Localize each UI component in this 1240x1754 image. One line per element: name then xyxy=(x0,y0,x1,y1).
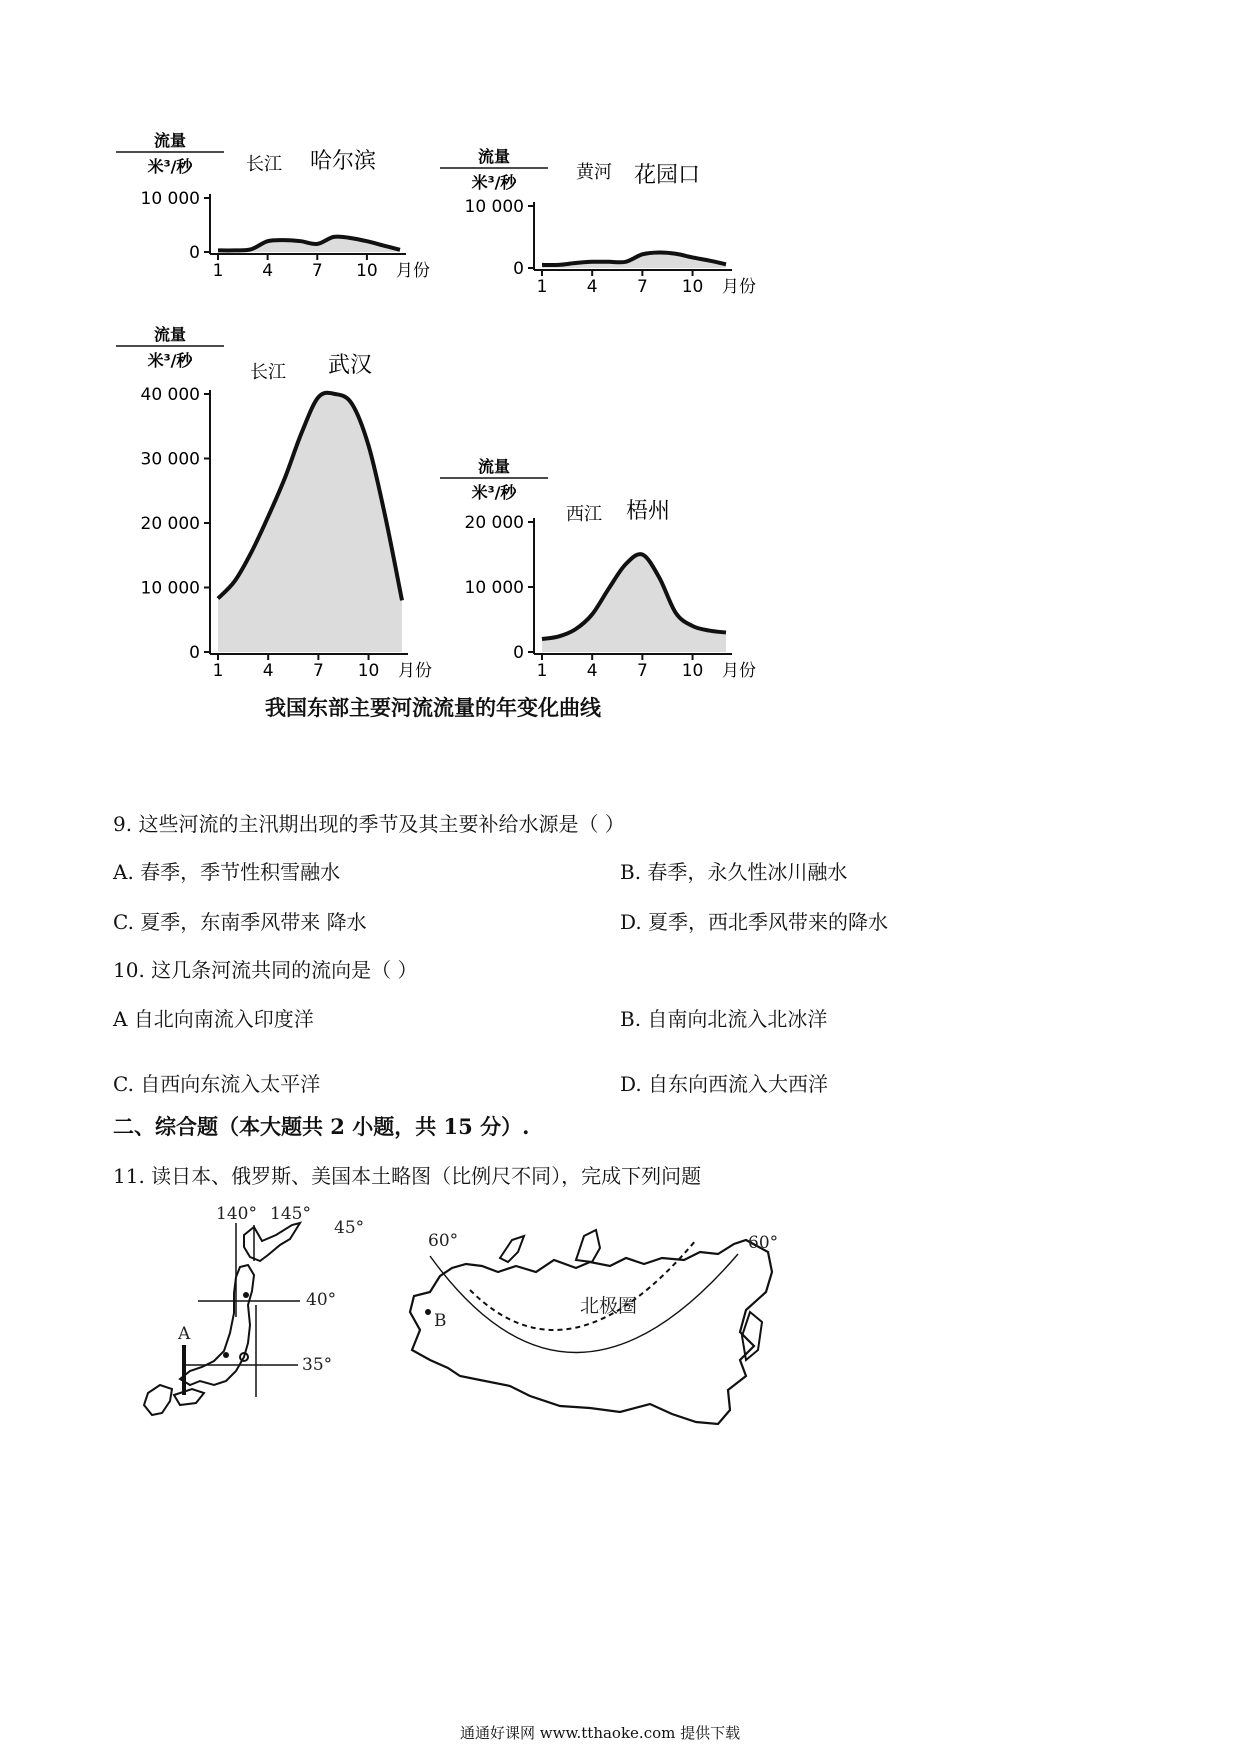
honshu-outline xyxy=(180,1265,254,1385)
y-tick-label-2: 0 xyxy=(189,643,200,663)
x-tick-label-1: 4 xyxy=(586,277,598,297)
question-10-stem: 10. 这几条河流共同的流向是（ ） xyxy=(113,958,418,982)
station-name-2: 武汉 xyxy=(328,353,373,378)
y-tick-label-2: 20 000 xyxy=(140,514,200,534)
russia-point-b-dot xyxy=(425,1309,431,1315)
japan-city-dot xyxy=(223,1352,229,1358)
flow-area-3 xyxy=(542,554,726,652)
x-tick-label-2: 7 xyxy=(312,661,324,681)
japan-map xyxy=(140,1205,380,1425)
japan-lat-40-label: 40° xyxy=(306,1290,337,1310)
y-label-top-3: 流量 xyxy=(477,457,511,476)
y-tick-label-1: 0 xyxy=(513,259,524,279)
flow-area-2 xyxy=(218,393,402,652)
japan-lon-140-label: 140° xyxy=(216,1205,257,1224)
x-tick-label-2: 10 xyxy=(357,661,380,681)
x-tick-label-1: 10 xyxy=(681,277,704,297)
question-9-option-b[interactable]: B. 春季，永久性冰川融水 xyxy=(620,860,848,884)
hokkaido-outline xyxy=(244,1223,300,1261)
taymyr-outline xyxy=(576,1230,600,1262)
x-tick-label-0: 4 xyxy=(262,261,274,281)
x-tick-label-1: 7 xyxy=(636,277,648,297)
river-name-0: 长江 xyxy=(246,154,282,175)
russia-point-b-label: B xyxy=(434,1311,447,1331)
x-tick-label-3: 10 xyxy=(681,661,704,681)
novaya-zemlya-outline xyxy=(500,1236,524,1262)
question-11-stem: 11. 读日本、俄罗斯、美国本土略图（比例尺不同），完成下列问题 xyxy=(113,1164,702,1188)
station-name-1: 花园口 xyxy=(634,163,701,188)
question-9-stem: 9. 这些河流的主汛期出现的季节及其主要补给水源是（ ） xyxy=(113,812,625,836)
river-name-3: 西江 xyxy=(566,504,602,525)
x-tick-label-1: 1 xyxy=(536,277,548,297)
x-tick-label-2: 4 xyxy=(262,661,274,681)
x-tick-label-3: 7 xyxy=(636,661,648,681)
question-9-option-c[interactable]: C. 夏季，东南季风带来 降水 xyxy=(113,910,367,934)
y-tick-label-0: 10 000 xyxy=(140,189,200,209)
shikoku-outline xyxy=(174,1389,204,1405)
y-label-top-2: 流量 xyxy=(153,325,187,344)
river-flow-figure xyxy=(0,0,1240,720)
x-tick-label-3: 4 xyxy=(586,661,598,681)
question-9-option-a[interactable]: A. 春季，季节性积雪融水 xyxy=(113,860,341,884)
japan-point-a-label: A xyxy=(178,1324,191,1344)
russia-map xyxy=(400,1200,800,1430)
y-tick-label-2: 40 000 xyxy=(140,385,200,405)
japan-lat-35-label: 35° xyxy=(302,1355,333,1375)
y-label-unit-1: 米³/秒 xyxy=(471,173,517,192)
page-footer: 通通好课网 www.tthaoke.com 提供下载 xyxy=(460,1724,741,1742)
station-name-0: 哈尔滨 xyxy=(310,149,377,174)
japan-city-dot xyxy=(243,1292,249,1298)
kyushu-outline xyxy=(144,1385,172,1415)
y-tick-label-2: 10 000 xyxy=(140,578,200,599)
russia-outline xyxy=(410,1240,772,1424)
x-tick-label-0: 月份 xyxy=(396,261,430,281)
japan-lon-145-label: 145° xyxy=(270,1205,311,1224)
arctic-circle-label: 北极圈 xyxy=(580,1295,638,1317)
y-label-top-1: 流量 xyxy=(477,147,511,166)
y-tick-label-3: 10 000 xyxy=(464,578,524,598)
river-name-2: 长江 xyxy=(250,362,286,383)
y-tick-label-3: 20 000 xyxy=(464,513,524,533)
y-label-unit-3: 米³/秒 xyxy=(471,483,517,502)
y-tick-label-1: 10 000 xyxy=(464,197,524,217)
y-label-unit-0: 米³/秒 xyxy=(147,157,193,176)
x-tick-label-0: 7 xyxy=(311,261,323,281)
y-tick-label-0: 0 xyxy=(189,243,200,263)
y-label-top-0: 流量 xyxy=(153,131,187,150)
x-tick-label-2: 1 xyxy=(212,661,224,681)
x-tick-label-0: 10 xyxy=(356,261,378,281)
question-10-option-a[interactable]: A 自北向南流入印度洋 xyxy=(113,1007,314,1031)
question-10-option-c[interactable]: C. 自西向东流入太平洋 xyxy=(113,1072,321,1096)
russia-lat-60-left-label: 60° xyxy=(428,1231,459,1251)
y-tick-label-2: 30 000 xyxy=(140,449,200,470)
question-9-option-d[interactable]: D. 夏季，西北季风带来的降水 xyxy=(620,910,889,934)
russia-lat-60-right-label: 60° xyxy=(748,1233,779,1253)
x-tick-label-2: 月份 xyxy=(398,661,432,681)
japan-lat-45-label: 45° xyxy=(334,1218,365,1238)
figure-caption: 我国东部主要河流流量的年变化曲线 xyxy=(265,695,601,720)
y-tick-label-3: 0 xyxy=(513,643,524,663)
question-10-option-b[interactable]: B. 自南向北流入北冰洋 xyxy=(620,1007,828,1031)
question-10-option-d[interactable]: D. 自东向西流入大西洋 xyxy=(620,1072,829,1096)
section-2-heading: 二、综合题（本大题共 2 小题，共 15 分）. xyxy=(113,1114,530,1139)
station-name-3: 梧州 xyxy=(626,499,671,524)
x-tick-label-3: 月份 xyxy=(722,661,756,681)
y-label-unit-2: 米³/秒 xyxy=(147,351,193,370)
x-tick-label-0: 1 xyxy=(212,261,224,281)
river-name-1: 黄河 xyxy=(576,162,612,183)
x-tick-label-1: 月份 xyxy=(722,277,756,297)
x-tick-label-3: 1 xyxy=(536,661,548,681)
